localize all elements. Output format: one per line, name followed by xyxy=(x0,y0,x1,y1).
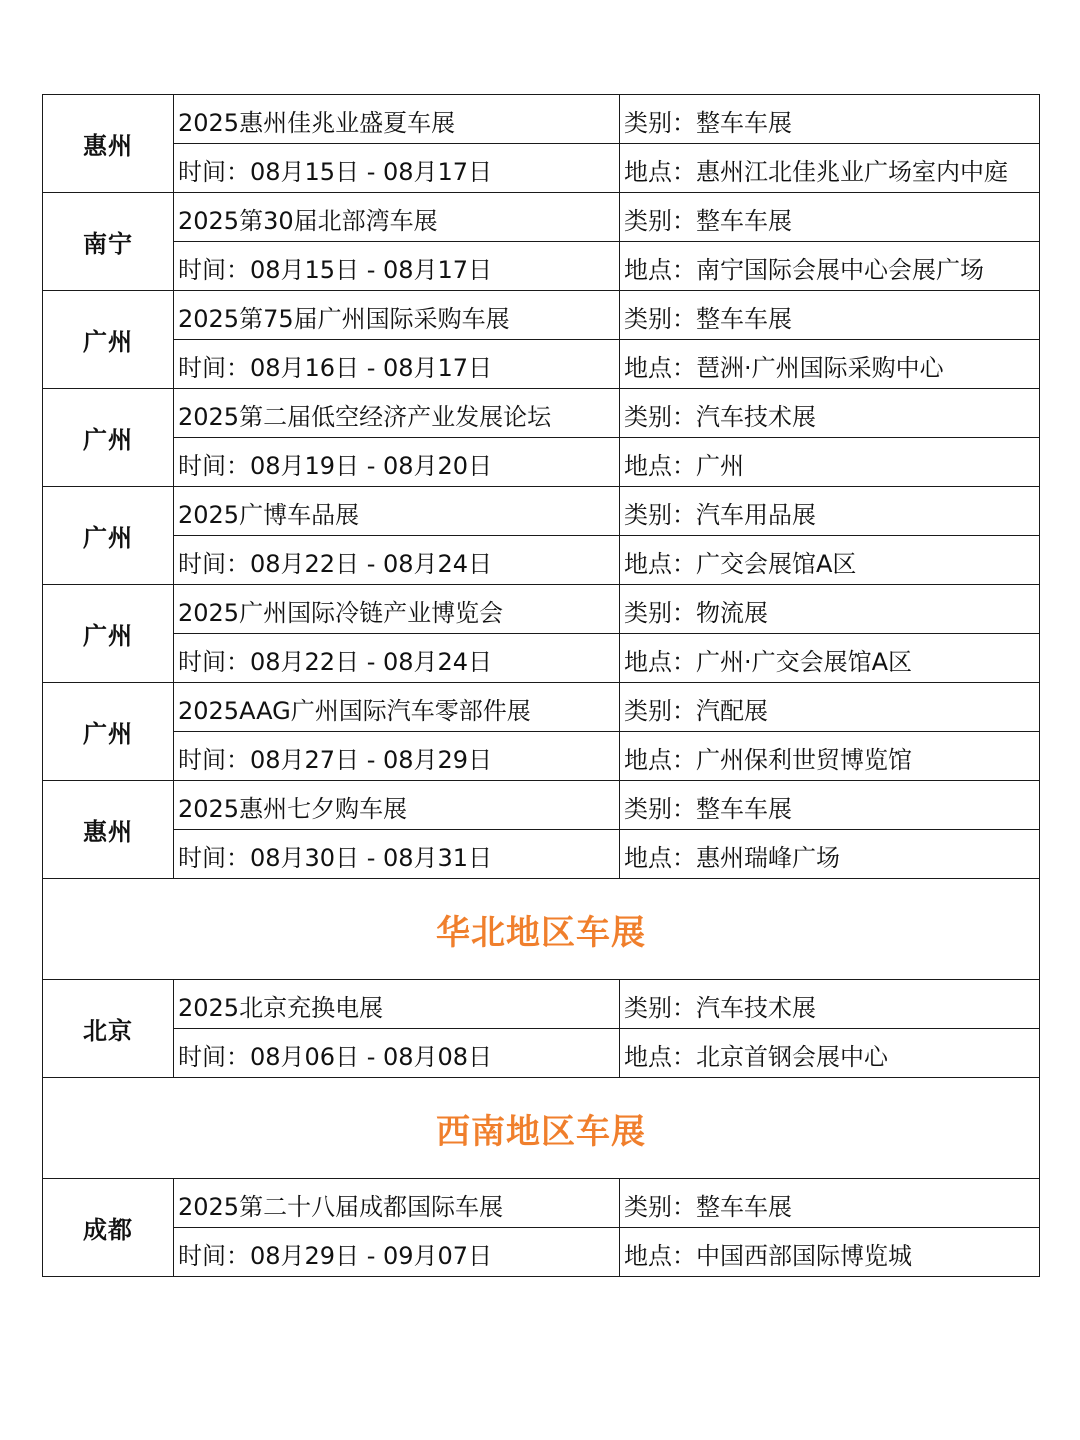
table-row xyxy=(43,487,1040,536)
city-cell: 广州 xyxy=(43,683,174,781)
table-row xyxy=(43,1228,1040,1277)
event-time: 时间：08月27日 - 08月29日 xyxy=(174,732,620,781)
table-row xyxy=(43,438,1040,487)
table-row xyxy=(43,291,1040,340)
event-name: 2025广博车品展 xyxy=(174,487,620,536)
city-cell: 南宁 xyxy=(43,193,174,291)
table-row xyxy=(43,781,1040,830)
event-time: 时间：08月22日 - 08月24日 xyxy=(174,536,620,585)
event-location: 地点：广交会展馆A区 xyxy=(620,536,1040,585)
event-location: 地点：广州 xyxy=(620,438,1040,487)
event-category: 类别：汽配展 xyxy=(620,683,1040,732)
event-time: 时间：08月06日 - 08月08日 xyxy=(174,1029,620,1078)
event-location: 地点：中国西部国际博览城 xyxy=(620,1228,1040,1277)
city-cell: 成都 xyxy=(43,1179,174,1277)
event-category: 类别：汽车技术展 xyxy=(620,389,1040,438)
event-name: 2025第75届广州国际采购车展 xyxy=(174,291,620,340)
event-location: 地点：广州保利世贸博览馆 xyxy=(620,732,1040,781)
table-row xyxy=(43,1179,1040,1228)
table-row xyxy=(43,389,1040,438)
event-location: 地点：北京首钢会展中心 xyxy=(620,1029,1040,1078)
table-row xyxy=(43,242,1040,291)
event-category: 类别：整车车展 xyxy=(620,1179,1040,1228)
event-category: 类别：整车车展 xyxy=(620,291,1040,340)
region-heading-row xyxy=(43,879,1040,980)
city-cell: 惠州 xyxy=(43,95,174,193)
event-category: 类别：汽车用品展 xyxy=(620,487,1040,536)
table-row xyxy=(43,193,1040,242)
event-time: 时间：08月29日 - 09月07日 xyxy=(174,1228,620,1277)
auto-show-table xyxy=(42,94,1040,1277)
city-cell: 广州 xyxy=(43,487,174,585)
event-category: 类别：整车车展 xyxy=(620,193,1040,242)
event-location: 地点：惠州瑞峰广场 xyxy=(620,830,1040,879)
event-name: 2025第30届北部湾车展 xyxy=(174,193,620,242)
table-row xyxy=(43,536,1040,585)
event-category: 类别：汽车技术展 xyxy=(620,980,1040,1029)
table-row xyxy=(43,634,1040,683)
event-time: 时间：08月15日 - 08月17日 xyxy=(174,242,620,291)
table-row xyxy=(43,732,1040,781)
city-cell: 广州 xyxy=(43,389,174,487)
region-heading-row xyxy=(43,1078,1040,1179)
table-row xyxy=(43,95,1040,144)
event-name: 2025广州国际冷链产业博览会 xyxy=(174,585,620,634)
event-time: 时间：08月22日 - 08月24日 xyxy=(174,634,620,683)
table-row xyxy=(43,683,1040,732)
event-category: 类别：整车车展 xyxy=(620,95,1040,144)
table-row xyxy=(43,830,1040,879)
event-time: 时间：08月15日 - 08月17日 xyxy=(174,144,620,193)
city-cell: 广州 xyxy=(43,585,174,683)
event-location: 地点：南宁国际会展中心会展广场 xyxy=(620,242,1040,291)
event-location: 地点：广州·广交会展馆A区 xyxy=(620,634,1040,683)
table-row xyxy=(43,585,1040,634)
event-name: 2025惠州佳兆业盛夏车展 xyxy=(174,95,620,144)
city-cell: 广州 xyxy=(43,291,174,389)
city-cell: 北京 xyxy=(43,980,174,1078)
event-location: 地点：琶洲·广州国际采购中心 xyxy=(620,340,1040,389)
table-row xyxy=(43,1029,1040,1078)
event-time: 时间：08月19日 - 08月20日 xyxy=(174,438,620,487)
event-category: 类别：整车车展 xyxy=(620,781,1040,830)
table-row xyxy=(43,340,1040,389)
region-heading: 西南地区车展 xyxy=(43,1078,1040,1179)
city-cell: 惠州 xyxy=(43,781,174,879)
region-heading: 华北地区车展 xyxy=(43,879,1040,980)
table-row xyxy=(43,144,1040,193)
event-location: 地点：惠州江北佳兆业广场室内中庭 xyxy=(620,144,1040,193)
event-name: 2025AAG广州国际汽车零部件展 xyxy=(174,683,620,732)
event-time: 时间：08月30日 - 08月31日 xyxy=(174,830,620,879)
event-time: 时间：08月16日 - 08月17日 xyxy=(174,340,620,389)
event-name: 2025北京充换电展 xyxy=(174,980,620,1029)
table-row xyxy=(43,980,1040,1029)
event-name: 2025惠州七夕购车展 xyxy=(174,781,620,830)
event-name: 2025第二十八届成都国际车展 xyxy=(174,1179,620,1228)
event-name: 2025第二届低空经济产业发展论坛 xyxy=(174,389,620,438)
event-category: 类别：物流展 xyxy=(620,585,1040,634)
